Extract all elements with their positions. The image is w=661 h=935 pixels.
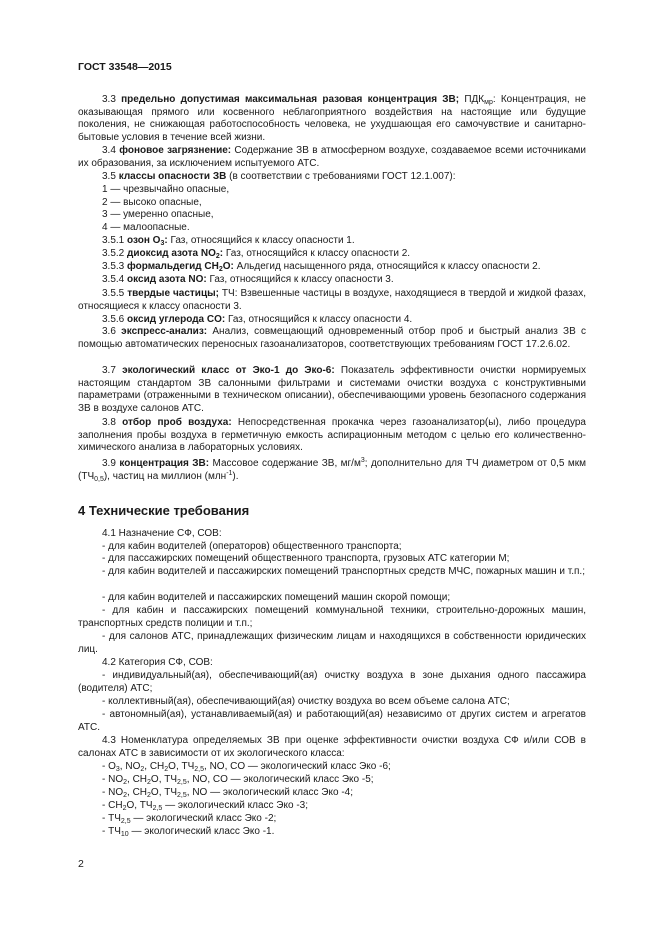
term-colon: : [164,235,168,246]
clause-3-5-6 [78,314,586,327]
subscript: 0,5 [94,475,104,483]
list-item: - автономный(ая), устанавливаемый(ая) и работающий(ая) независимо от других систем и агрегатов АТС. [78,709,586,733]
definition: Показатель эффективности очистки нормируемых настоящим стандартом ЗВ салонными фильтрами и системами очистки воздуха с конструктивными параметрами (отраженными в техническом описании), обеспечивающими уровень безопасного содержания ЗВ в воздухе салонов АТС. [78,365,586,414]
list-item: - коллективный(ая), обеспечивающий(ая) очистку воздуха во всем объеме салона АТС; [102,696,510,707]
subscript: 2 [140,766,145,773]
list-item: - для кабин водителей и пассажирских помещений машин скорой помощи; [102,592,451,603]
superscript: -1 [226,469,233,477]
clause-number: 3.5.4 [102,274,128,285]
formula-part: — экологический класс Эко -2; [130,813,277,824]
eco-class-1 [78,826,586,839]
formula-part: , NO — экологический класс Эко -4; [186,787,353,798]
list-item: - для салонов АТС, принадлежащих физическим лицам и находящихся в собственности юридических лиц. [78,631,586,655]
term-text: диоксид азота NO [127,248,216,259]
term: концентрация ЗВ: [119,458,210,469]
term: отбор проб воздуха: [122,417,232,428]
superscript: 3 [360,457,365,464]
definition-part: ; дополнительно для ТЧ диаметром от 0,5 мкм (ТЧ [78,458,586,482]
term-text: озон О [127,235,161,246]
definition: (в соответствии с требованиями ГОСТ 12.1.007): [226,171,456,182]
clause-3-5-2 [78,248,586,261]
formula-part: , CH [144,761,165,772]
eco-class-3 [78,800,586,813]
term: классы опасности ЗВ [118,171,227,182]
clause-4-1: 4.1 Назначение СФ, СОВ: [102,528,222,539]
clause-number: 3.7 [102,365,123,376]
formula-part: - CH [102,800,123,811]
clause-3-8 [78,417,586,455]
list-item: - для кабин водителей и пассажирских помещений транспортных средств МЧС, пожарных машин и т.п.; [102,566,585,577]
formula-part: - O [102,761,116,772]
hazard-class-2: 2 — высоко опасные, [102,197,202,208]
formula-part: — экологический класс Эко -3; [162,800,308,811]
definition: Непосредственная прокачка через газоанализатор(ы), либо процедура заполнения пробы воздуха в герметичную емкость аспирационным методом с целью его количественно-химического анализа в лабораторных условиях. [78,417,586,454]
term: предельно допустимая максимальная разовая концентрация ЗВ; [121,94,460,105]
hazard-class-3: 3 — умеренно опасные, [102,209,214,220]
definition-part: ), частиц на миллион (млн [103,470,227,482]
document-header: ГОСТ 33548—2015 [78,61,172,73]
abbr: ПДК [459,94,485,105]
hazard-class-1: 1 — чрезвычайно опасные, [102,184,230,195]
definition: Газ, относящийся к классу опасности 2. [223,248,411,259]
clause-3-5-3 [78,261,586,274]
subscript: 2,5 [152,805,163,812]
term: экологический класс от Эко-1 до Эко-6: [122,365,335,376]
term [127,261,234,272]
term-subscript: 3 [160,240,165,247]
term: фоновое загрязнение: [119,145,232,156]
definition: Массовое содержание ЗВ, мг/м [209,458,361,469]
eco-class-2 [78,813,586,826]
clause-number: 3.5 [102,171,119,182]
eco-class-6 [78,761,586,774]
definition: ТЧ: Взвешенные частицы в воздухе, находящиеся в твердой и жидкой фазах, относящиеся к классу опасности 3. [78,288,586,312]
section-4-heading: 4 Технические требования [78,503,250,518]
clause-3-9 [78,458,586,483]
clause-number: 3.5.2 [102,248,128,259]
list-item: - для кабин водителей (операторов) общественного транспорта; [102,541,402,552]
subscript: 2 [164,766,169,773]
clause-number: 3.6 [102,326,122,337]
term: оксид азота NO: [127,274,207,285]
subscript: 2,5 [177,779,187,786]
definition: Газ, относящийся к классу опасности 1. [167,235,355,246]
clause-number: 3.3 [102,94,122,105]
list-item: - для кабин и пассажирских помещений коммунальной техники, строительно-дорожных машин, транспортных средств полиции и т.п.; [78,605,586,629]
formula-part: , NO, CO — экологический класс Эко -5; [186,774,374,785]
formula-part: O, ТЧ [150,787,178,798]
definition: : Концентрация, не оказывающая прямого или косвенного неблагоприятного воздействия на настоящие или будущие поколения, не снижающая работоспособность человека, не ухудшающая его самочувствие и санитарно-бытовые условия в течение всей жизни. [78,94,586,143]
term [127,248,223,259]
formula-part: — экологический класс Эко -1. [128,826,275,837]
formula-part: , NO [119,761,141,772]
formula-part: O, ТЧ [126,800,153,811]
clause-3-7 [78,365,586,415]
subscript: 10 [120,831,129,838]
abbr-subscript: мр [484,99,493,106]
subscript: 2 [122,805,127,812]
formula-part: O, ТЧ [150,774,178,785]
definition: Анализ, совмещающий одновременный отбор проб и быстрый анализ ЗВ с помощью автоматических переносных газоанализаторов, соответствующих требованиям ГОСТ 17.2.6.02. [78,326,586,350]
term-subscript: 2 [215,253,220,260]
clause-4-2: 4.2 Категория СФ, СОВ: [102,657,213,668]
formula-part: - NO [102,787,124,798]
formula-part: - ТЧ [102,813,121,824]
definition: Газ, относящийся к классу опасности 4. [225,314,413,325]
subscript: 2 [147,779,151,786]
list-item: - индивидуальный(ая), обеспечивающий(ая) очистку воздуха в зоне дыхания одного пассажира (водителя) АТС; [78,670,586,694]
clause-number: 3.5.1 [102,235,128,246]
clause-3-3 [78,94,586,144]
formula-part: , CH [127,787,148,798]
formula-part: , NO, CO — экологический класс Эко -6; [204,761,391,772]
eco-class-4 [78,787,586,800]
clause-3-5 [78,171,586,184]
term: оксид углерода CO: [127,314,226,325]
subscript: 2,5 [120,818,131,825]
list-item: - для пассажирских помещений общественного транспорта, грузовых АТС категории М; [102,553,510,564]
definition-part: ). [232,470,239,482]
term: экспресс-анализ: [121,326,208,337]
term: твердые частицы; [127,288,219,299]
subscript: 2,5 [177,792,187,799]
subscript: 2 [123,779,128,786]
definition: Содержание ЗВ в атмосферном воздухе, создаваемое всеми источниками их образования, за исключением испытуемого АТС. [78,145,586,169]
clause-3-4 [78,145,586,170]
clause-number: 3.4 [102,145,120,156]
formula-part: - ТЧ [102,826,121,837]
subscript: 2,5 [194,766,205,773]
clause-4-3: 4.3 Номенклатура определяемых ЗВ при оценке эффективности очистки воздуха СФ и/или СОВ в салонах АТС в зависимости от их экологического класса: [78,735,586,759]
formula-part: - NO [102,774,124,785]
definition: Альдегид насыщенного ряда, относящийся к классу опасности 2. [233,261,541,272]
formula-part: , CH [127,774,148,785]
subscript: 2 [123,792,128,799]
clause-number: 3.8 [102,417,123,428]
clause-number: 3.9 [102,458,120,469]
clause-number: 3.5.5 [102,288,128,299]
subscript: 2 [147,792,151,799]
term-subscript: 2 [218,266,223,273]
term-colon: : [219,248,224,259]
clause-3-5-5 [78,288,586,313]
term-colon: O: [222,261,234,272]
term-text: формальдегид CH [127,261,219,272]
clause-3-6 [78,326,586,351]
subscript: 3 [115,766,120,773]
hazard-class-4: 4 — малоопасные. [102,222,190,233]
clause-number: 3.5.6 [102,314,128,325]
definition: Газ, относящийся к классу опасности 3. [206,274,394,285]
eco-class-5 [78,774,586,787]
clause-3-5-4 [78,274,586,287]
page-number: 2 [78,858,84,870]
clause-3-5-1 [78,235,586,248]
formula-part: O, ТЧ [168,761,195,772]
clause-number: 3.5.3 [102,261,128,272]
term [127,235,168,246]
